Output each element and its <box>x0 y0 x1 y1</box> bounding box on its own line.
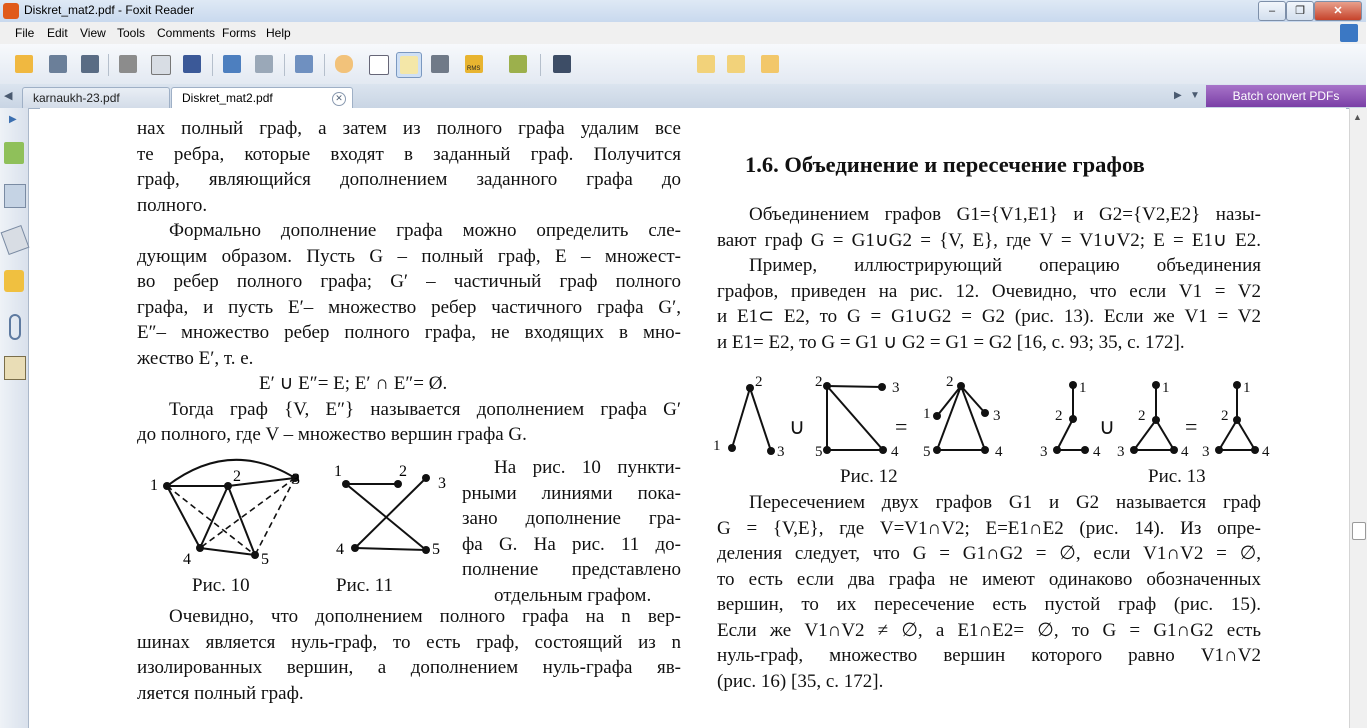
restore-button[interactable]: ❐ <box>1286 1 1314 21</box>
svg-text:4: 4 <box>1093 444 1101 460</box>
text-line: ляется полный граф. <box>137 682 304 704</box>
snapshot-icon[interactable] <box>428 52 452 76</box>
minimize-button[interactable]: – <box>1258 1 1286 21</box>
menu-help[interactable]: Help <box>266 26 291 40</box>
text-line: Тогда граф {V, E″} называется дополнением графа G′ <box>169 398 681 420</box>
figure-11-caption: Рис. 11 <box>336 575 393 596</box>
tab-karnaukh[interactable] <box>22 87 170 108</box>
tab-label: Diskret_mat2.pdf <box>182 91 273 105</box>
text-line: нуль-граф, множество вершин которого равно V1∩V2 <box>717 645 1261 666</box>
open-folder-icon[interactable] <box>12 52 36 76</box>
svg-text:4: 4 <box>891 444 899 460</box>
figure-12-caption: Рис. 12 <box>840 466 898 487</box>
svg-text:2: 2 <box>815 374 823 390</box>
expand-icon[interactable] <box>1340 24 1358 42</box>
annotation-icon[interactable] <box>758 52 782 76</box>
menu-view[interactable]: View <box>80 26 106 40</box>
svg-text:1: 1 <box>1243 380 1251 396</box>
text-line: Пример, иллюстрирующий операцию объединения <box>749 255 1261 276</box>
text-line: граф, являющийся дополнением заданного графа до <box>137 169 681 190</box>
left-column-top <box>137 116 681 448</box>
text-line: рными линиями пока- <box>462 482 681 504</box>
svg-text:4: 4 <box>1262 444 1270 460</box>
text-line: E″– множество ребер полного графа, не входящих в мно- <box>137 322 681 343</box>
print-icon[interactable] <box>116 52 140 76</box>
vertex-label: 4 <box>183 551 191 568</box>
svg-text:1: 1 <box>1162 380 1170 396</box>
attachments-icon[interactable] <box>9 314 21 340</box>
figure-10-caption: Рис. 10 <box>192 575 250 596</box>
rms-label: RMS <box>467 66 481 72</box>
text-line: Если же V1∩V2 ≠ ∅, а E1∩E2= ∅, то G = G1∩G2 есть <box>717 619 1261 641</box>
text-line: графа, и пусть E′– множество ребер частичного графа G′, <box>137 296 681 318</box>
navigation-panel <box>0 108 29 728</box>
svg-text:1: 1 <box>923 406 931 422</box>
text-line: дующим образом. Пусть G – полный граф, E – множест- <box>137 245 681 267</box>
find-binoculars-icon[interactable] <box>550 52 574 76</box>
vertex-label: 1 <box>150 477 158 494</box>
text-select-icon[interactable] <box>396 52 422 78</box>
toolbar <box>0 44 1366 85</box>
text-line: вают граф G = G1∪G2 = {V, E}, где V = V1∪V2; E = E1∪ E2. <box>717 229 1261 251</box>
title-bar <box>0 0 1366 23</box>
tab-scroll-right-icon[interactable]: ▶ <box>1174 90 1182 101</box>
svg-text:3: 3 <box>892 380 900 396</box>
hand-tool-icon[interactable] <box>332 52 356 76</box>
svg-text:5: 5 <box>815 444 823 460</box>
svg-text:2: 2 <box>946 374 954 390</box>
svg-text:2: 2 <box>1055 408 1063 424</box>
formula-line: E′ ∪ E″= E; E′ ∩ E″= Ø. <box>259 373 448 394</box>
save-as-icon[interactable] <box>78 52 102 76</box>
vertex-label: 2 <box>233 468 241 485</box>
foxit-app-icon <box>3 3 19 19</box>
close-button[interactable]: ✕ <box>1314 1 1362 21</box>
scrollbar-thumb[interactable] <box>1352 522 1366 540</box>
menu-file[interactable]: File <box>15 26 35 40</box>
svg-text:2: 2 <box>1221 408 1229 424</box>
text-line: Очевидно, что дополнением полного графа на n вер- <box>169 606 681 627</box>
text-line: вершин, то их пересечение есть пустой граф (рис. 15). <box>717 594 1261 615</box>
bookmarks-icon[interactable] <box>4 142 24 164</box>
tab-close-icon[interactable]: ✕ <box>332 92 346 106</box>
text-line: шинах является нуль-граф, то есть граф, состоящий из n <box>137 631 681 653</box>
svg-text:3: 3 <box>1040 444 1048 460</box>
right-column-para2 <box>717 490 1261 694</box>
svg-text:4: 4 <box>1181 444 1189 460</box>
menu-forms[interactable]: Forms <box>222 26 256 40</box>
svg-text:1: 1 <box>1079 380 1087 396</box>
text-line: Пересечением двух графов G1 и G2 называется граф <box>749 492 1261 513</box>
vertex-label: 3 <box>292 471 300 488</box>
text-line: и E1= E2, то G = G1 ∪ G2 = G1 = G2 [16, с. 93; 35, с. 172]. <box>717 331 1185 353</box>
text-line: полного. <box>137 194 208 216</box>
text-line: те ребра, которые входят в заданный граф. Получится <box>137 143 681 165</box>
text-line: (рис. 16) [35, с. 172]. <box>717 670 884 692</box>
svg-text:2: 2 <box>1138 408 1146 424</box>
text-line: фа G. На рис. 11 до- <box>462 533 681 555</box>
text-line: G = {V,E}, где V=V1∩V2; E=E1∩E2 (рис. 14). Из опре- <box>717 517 1261 539</box>
equals-symbol: = <box>895 414 908 439</box>
pages-icon[interactable] <box>4 184 26 208</box>
find-next-icon[interactable] <box>724 52 748 76</box>
figures-12-13 <box>705 370 1270 465</box>
menu-tools[interactable]: Tools <box>117 26 146 40</box>
tab-label: karnaukh-23.pdf <box>33 91 120 105</box>
text-line: На рис. 10 пункти- <box>494 457 681 478</box>
menu-edit[interactable]: Edit <box>47 26 68 40</box>
facebook-icon[interactable] <box>180 52 204 76</box>
tab-bar <box>0 84 1366 109</box>
svg-text:3: 3 <box>993 408 1001 424</box>
text-line: и E1⊂ E2, то G = G1∪G2 = G2 (рис. 13). Если же V1 = V2 <box>717 306 1261 327</box>
page-icon[interactable] <box>292 52 316 76</box>
text-line: то есть если два графа не имеют одинаково обозначенных <box>717 568 1261 590</box>
scroll-up-icon[interactable]: ▲ <box>1353 112 1362 122</box>
text-line: нах полный граф, а затем из полного графа удалим все <box>137 118 681 139</box>
figures-10-11 <box>140 448 460 576</box>
figure-13-caption: Рис. 13 <box>1148 466 1206 487</box>
text-line: графов, приведен на рис. 12. Очевидно, что если V1 = V2 <box>717 280 1261 302</box>
panel-expand-icon[interactable]: ▶ <box>9 114 17 125</box>
window-title: Diskret_mat2.pdf - Foxit Reader <box>24 3 195 17</box>
text-line: во ребер полного графа; G′ – частичный граф полного <box>137 271 681 292</box>
vertical-scrollbar[interactable] <box>1349 108 1367 728</box>
comments-icon[interactable] <box>4 270 24 292</box>
equals-symbol: = <box>1185 414 1198 439</box>
text-line: жество E′, т. е. <box>137 347 254 369</box>
text-line: отдельным графом. <box>494 584 652 606</box>
section-heading: 1.6. Объединение и пересечение графов <box>745 152 1145 177</box>
sign-tool-icon[interactable] <box>506 52 530 76</box>
union-symbol: ∪ <box>789 414 806 439</box>
text-line: до полного, где V – множество вершин графа G. <box>137 424 527 445</box>
signatures-icon[interactable] <box>4 356 26 380</box>
right-column-para1 <box>717 202 1261 355</box>
batch-convert-button[interactable]: Batch convert PDFs <box>1206 85 1366 107</box>
svg-text:5: 5 <box>923 444 931 460</box>
tab-list-dropdown-icon[interactable]: ▼ <box>1190 90 1200 101</box>
menu-bar <box>0 22 1366 44</box>
left-column-bottom <box>137 604 681 706</box>
text-line: Формально дополнение графа можно определить сле- <box>169 220 681 241</box>
text-line: зано дополнение гра- <box>462 508 681 529</box>
text-line: изолированных вершин, а дополнением нуль-графа яв- <box>137 657 681 678</box>
svg-text:4: 4 <box>995 444 1003 460</box>
text-line: полнение представлено <box>462 559 681 580</box>
email-icon[interactable] <box>148 52 172 76</box>
svg-text:2: 2 <box>755 374 763 390</box>
svg-text:3: 3 <box>1202 444 1210 460</box>
union-symbol: ∪ <box>1099 414 1116 439</box>
text-line: деления следует, что G = G1∩G2 = ∅, если V1∩V2 = ∅, <box>717 543 1261 564</box>
layers-icon[interactable] <box>1 225 30 255</box>
svg-text:3: 3 <box>1117 444 1125 460</box>
tab-diskret-mat2[interactable] <box>171 87 353 108</box>
vertex-label: 4 <box>336 541 344 558</box>
screen-icon[interactable] <box>220 52 244 76</box>
save-icon[interactable] <box>46 52 70 76</box>
menu-comments[interactable]: Comments <box>157 26 216 40</box>
svg-text:1: 1 <box>713 438 721 454</box>
figure-side-text <box>462 455 681 608</box>
properties-icon[interactable] <box>252 52 276 76</box>
find-previous-icon[interactable] <box>694 52 718 76</box>
tab-scroll-left-icon[interactable]: ◀ <box>4 90 13 102</box>
text-line: Объединением графов G1={V1,E1} и G2={V2,E2} назы- <box>749 204 1261 225</box>
vertex-label: 5 <box>261 551 269 568</box>
vertex-label: 5 <box>432 541 440 558</box>
vertex-label: 1 <box>334 463 342 480</box>
svg-text:3: 3 <box>777 444 785 460</box>
vertex-label: 3 <box>438 475 446 492</box>
rms-lock-icon[interactable] <box>462 52 486 76</box>
vertex-label: 2 <box>399 463 407 480</box>
select-arrow-icon[interactable] <box>366 52 390 76</box>
